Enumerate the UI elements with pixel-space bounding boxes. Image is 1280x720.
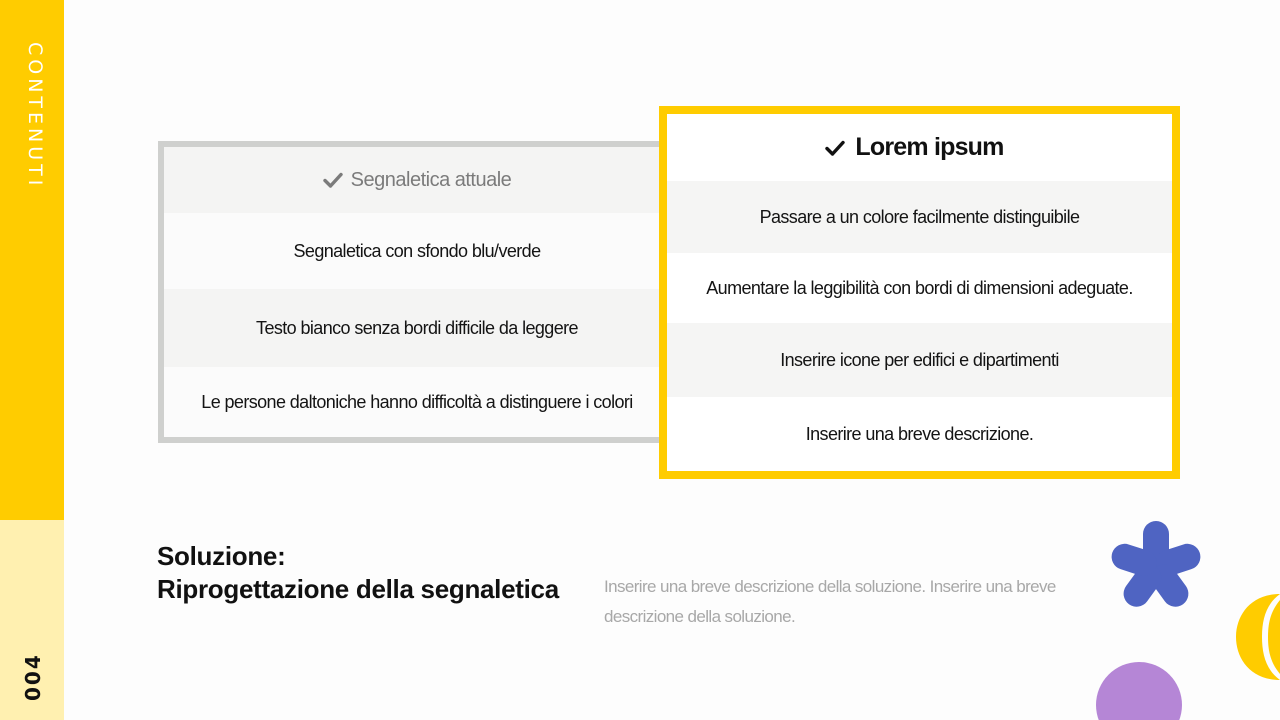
solution-description: Inserire una breve descrizione della soluzione. Inserire una breve descrizione della soluzione. [604,577,1056,626]
circle-shape [1096,662,1182,720]
current-signage-card [158,141,670,443]
current-card-header [164,147,670,213]
asterisk-shape [1110,520,1202,614]
proposal-card-header [667,114,1172,181]
proposal-card-title: Lorem ipsum [855,133,1004,161]
proposal-card-row: Aumentare la leggibilità con bordi di dimensioni adeguate. [667,253,1172,323]
solution-title [157,540,597,606]
current-card-row: Le persone daltoniche hanno difficoltà a distinguere i colori [164,367,670,437]
proposal-card-row: Inserire icone per edifici e dipartimenti [667,323,1172,397]
check-icon [825,138,845,158]
proposal-card [659,106,1180,479]
proposal-card-row: Inserire una breve descrizione. [667,397,1172,471]
proposal-card-row: Passare a un colore facilmente distinguibile [667,181,1172,253]
current-card-title: Segnaletica attuale [350,168,512,191]
current-card-row: Testo bianco senza bordi difficile da leggere [164,289,670,367]
section-label: CONTENUTI [24,42,46,190]
solution-title-line1: Soluzione: [157,541,286,571]
current-card-row: Segnaletica con sfondo blu/verde [164,213,670,289]
solution-title-line2: Riprogettazione della segnaletica [157,574,559,604]
page-number: 004 [21,653,45,701]
yellow-flower-shape [1236,590,1280,684]
check-icon [323,170,343,190]
